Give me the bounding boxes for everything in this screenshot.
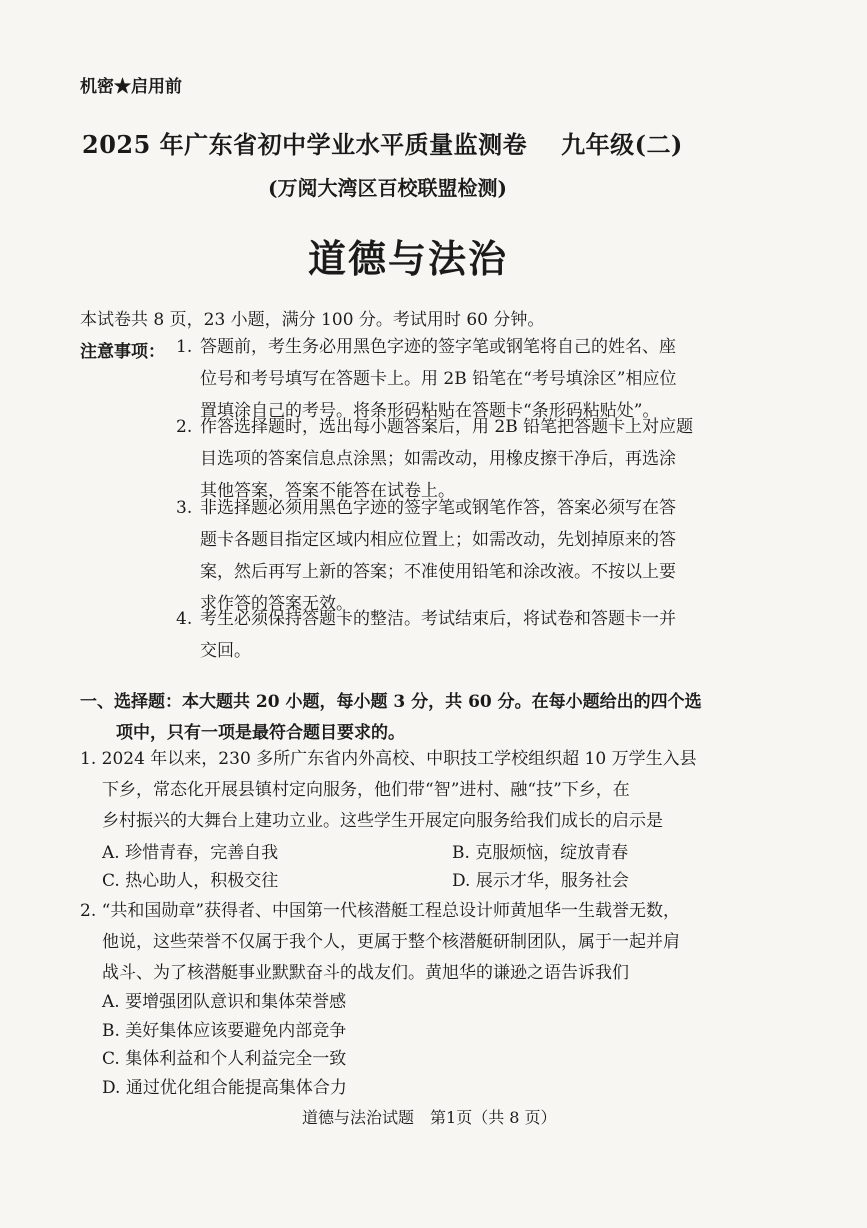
option-d: D. 展示才华，服务社会 bbox=[452, 871, 629, 891]
notice-item-line: 其他答案，答案不能答在试卷上。 bbox=[200, 481, 455, 501]
question-stem-line: 乡村振兴的大舞台上建功立业。这些学生开展定向服务给我们成长的启示是 bbox=[102, 811, 663, 831]
notice-item bbox=[176, 492, 676, 620]
notice-item-line: 置填涂自己的考号。将条形码粘贴在答题卡“条形码粘贴处”。 bbox=[200, 401, 660, 421]
option-a: A. 要增强团队意识和集体荣誉感 bbox=[102, 992, 347, 1012]
section-heading bbox=[80, 687, 702, 749]
footer-subject: 道德与法治试题 bbox=[302, 1108, 415, 1127]
notice-item-line: 作答选择题时，选出每小题答案后，用 2B 铅笔把答题卡上对应题 bbox=[200, 417, 694, 437]
notice-item-line: 位号和考号填写在答题卡上。用 2B 铅笔在“考号填涂区”相应位 bbox=[200, 369, 677, 389]
exam-title bbox=[82, 125, 683, 160]
question-number: 2. bbox=[80, 901, 97, 921]
option-a: A. 珍惜青春，完善自我 bbox=[102, 843, 279, 863]
notice-item-line: 非选择题必须用黑色字迹的签字笔或钢笔作答，答案必须写在答 bbox=[200, 498, 676, 518]
exam-title-text: 2025 年广东省初中学业水平质量监测卷 bbox=[82, 130, 528, 159]
notice-item-line: 交回。 bbox=[200, 641, 251, 661]
notice-item-number: 3. bbox=[176, 498, 193, 518]
question-stem-line: 战斗、为了核潜艇事业默默奋斗的战友们。黄旭华的谦逊之语告诉我们 bbox=[102, 963, 629, 983]
question-stem-line: “共和国勋章”获得者、中国第一代核潜艇工程总设计师黄旭华一生载誉无数， bbox=[101, 901, 681, 921]
question-1 bbox=[80, 744, 697, 837]
page-footer bbox=[302, 1105, 557, 1128]
section-heading-line: 一、选择题：本大题共 20 小题，每小题 3 分，共 60 分。在每小题给出的四个选 bbox=[80, 692, 702, 712]
notice-label: 注意事项： bbox=[80, 342, 165, 362]
grade-label: 九年级(二) bbox=[561, 130, 683, 159]
option-b: B. 美好集体应该要避免内部竞争 bbox=[102, 1021, 347, 1041]
option-d: D. 通过优化组合能提高集体合力 bbox=[102, 1078, 347, 1098]
notice-item bbox=[176, 603, 676, 667]
footer-page-number: 第1页（共 8 页） bbox=[430, 1108, 557, 1127]
question-number: 1. bbox=[80, 749, 97, 769]
notice-item-line: 考生必须保持答题卡的整洁。考试结束后，将试卷和答题卡一并 bbox=[200, 609, 676, 629]
confidential-mark: 机密★启用前 bbox=[80, 77, 182, 97]
exam-summary: 本试卷共 8 页，23 小题，满分 100 分。考试用时 60 分钟。 bbox=[80, 310, 545, 330]
section-heading-line: 项中，只有一项是最符合题目要求的。 bbox=[116, 723, 405, 743]
notice-item-line: 目选项的答案信息点涂黑；如需改动，用橡皮擦干净后，再选涂 bbox=[200, 449, 676, 469]
notice-item-line: 题卡各题目指定区域内相应位置上；如需改动，先划掉原来的答 bbox=[200, 530, 676, 550]
exam-subtitle: (万阅大湾区百校联盟检测) bbox=[268, 176, 507, 200]
notice-item-number: 4. bbox=[176, 609, 193, 629]
notice-item-number: 2. bbox=[176, 417, 193, 437]
option-c: C. 集体利益和个人利益完全一致 bbox=[102, 1049, 347, 1069]
question-stem-line: 2024 年以来，230 多所广东省内外高校、中职技工学校组织超 10 万学生入县 bbox=[101, 749, 697, 769]
subject-title: 道德与法治 bbox=[308, 237, 509, 281]
question-stem-line: 下乡，常态化开展县镇村定向服务，他们带“智”进村、融“技”下乡，在 bbox=[102, 780, 630, 800]
question-stem-line: 他说，这些荣誉不仅属于我个人，更属于整个核潜艇研制团队，属于一起并肩 bbox=[102, 932, 680, 952]
option-b: B. 克服烦恼，绽放青春 bbox=[452, 843, 629, 863]
notice-item-line: 案，然后再写上新的答案；不准使用铅笔和涂改液。不按以上要 bbox=[200, 562, 676, 582]
notice-item-line: 答题前，考生务必用黑色字迹的签字笔或钢笔将自己的姓名、座 bbox=[200, 337, 676, 357]
notice-item-line: 求作答的答案无效。 bbox=[200, 594, 353, 614]
notice-item-number: 1. bbox=[176, 337, 193, 357]
option-c: C. 热心助人，积极交往 bbox=[102, 871, 279, 891]
question-2 bbox=[80, 896, 680, 989]
